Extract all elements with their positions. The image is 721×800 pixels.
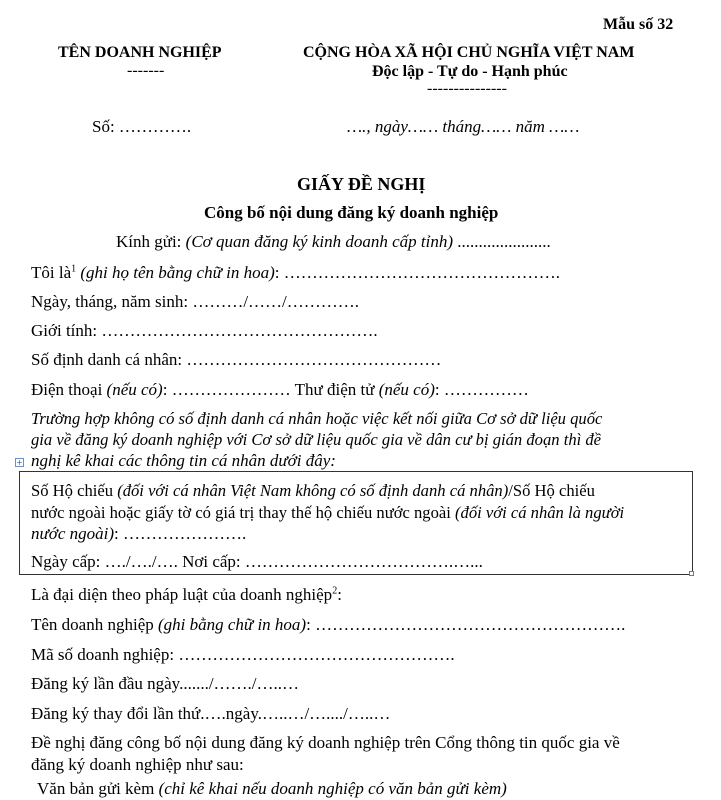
passport-line-2: [31, 503, 624, 523]
attachment-label: Văn bản gửi kèm: [37, 779, 159, 798]
company-name-dots: : ……………………………………………….: [306, 615, 626, 634]
enterprise-code-field: Mã số doanh nghiệp: ………………………………………….: [31, 645, 455, 664]
personal-id-field: Số định danh cá nhân: ………………………………………: [31, 350, 442, 369]
company-name-label: Tên doanh nghiệp: [31, 615, 158, 634]
phone-label: Điện thoại: [31, 380, 107, 399]
request-line-1: Đề nghị đăng công bố nội dung đăng ký doanh nghiệp trên Cổng thông tin quốc gia về: [31, 733, 620, 752]
attachment-line: [37, 779, 507, 799]
phone-hint: (nếu có): [106, 380, 163, 399]
full-name-dots: : ………………………………………….: [274, 263, 560, 282]
representative-colon: :: [337, 585, 342, 604]
gender-field: Giới tính: ………………………………………….: [31, 321, 378, 340]
recipient-line: [116, 232, 551, 252]
full-name-field: [31, 263, 560, 283]
recipient-hint: (Cơ quan đăng ký kinh doanh cấp tỉnh): [185, 232, 454, 251]
contact-field: [31, 380, 529, 400]
passport-hint-vn: (đối với cá nhân Việt Nam không có số định danh cá nhân): [117, 481, 509, 500]
email-hint: (nếu có): [378, 380, 435, 399]
full-name-label: Tôi là: [31, 263, 72, 282]
date-of-birth-field: Ngày, tháng, năm sinh: ………/……/………….: [31, 292, 360, 311]
motto: Độc lập - Tự do - Hạnh phúc: [372, 63, 568, 80]
email-dots: : ……………: [434, 380, 529, 399]
page-subtitle: Công bố nội dung đăng ký doanh nghiệp: [204, 203, 499, 222]
page-title: GIẤY ĐỀ NGHỊ: [297, 174, 426, 194]
first-registration-field: Đăng ký lần đầu ngày......./……./…..…: [31, 674, 300, 693]
request-line-2: đăng ký doanh nghiệp như sau:: [31, 755, 244, 774]
company-name-placeholder: TÊN DOANH NGHIỆP: [58, 44, 222, 61]
passport-line-3: [31, 524, 246, 544]
footnote-1: 1: [71, 263, 77, 275]
motto-divider: ---------------: [427, 80, 507, 97]
passport-label: Số Hộ chiếu: [31, 481, 118, 500]
representative-label: Là đại diện theo pháp luật của doanh nghiệp: [31, 585, 333, 604]
recipient-label: Kính gửi:: [116, 232, 186, 251]
phone-dots: : ………………… Thư điện tử: [162, 380, 379, 399]
foreign-passport-hint-end: nước ngoài): [31, 524, 115, 543]
note-line-1: Trường hợp không có số định danh cá nhân hoặc việc kết nối giữa Cơ sở dữ liệu quốc: [31, 409, 603, 428]
form-code: Mẫu số 32: [603, 16, 674, 33]
foreign-passport-hint: (đối với cá nhân là người: [455, 503, 625, 522]
note-line-2: gia về đăng ký doanh nghiệp với Cơ sở dữ liệu quốc gia về dân cư bị gián đoạn thì đề: [31, 430, 602, 449]
recipient-dots: ......................: [453, 232, 551, 251]
passport-line-1: [31, 481, 595, 501]
footnote-2: 2: [332, 585, 338, 597]
republic-title: CỘNG HÒA XÃ HỘI CHỦ NGHĨA VIỆT NAM: [303, 44, 635, 61]
table-resize-handle[interactable]: [689, 571, 694, 576]
company-divider: -------: [127, 62, 165, 79]
full-name-hint: (ghi họ tên bằng chữ in hoa): [76, 263, 275, 282]
company-name-hint: (ghi bằng chữ in hoa): [158, 615, 307, 634]
foreign-passport-label: nước ngoài hoặc giấy tờ có giá trị thay thế hộ chiếu nước ngoài: [31, 503, 455, 522]
passport-dots: : ………………….: [114, 524, 247, 543]
representative-line: [31, 585, 342, 605]
passport-label-2: /Số Hộ chiếu: [508, 481, 595, 500]
attachment-hint: (chỉ kê khai nếu doanh nghiệp có văn bản gửi kèm): [158, 779, 507, 798]
document-number: Số: ………….: [92, 117, 192, 136]
company-name-field: [31, 615, 625, 635]
change-registration-field: Đăng ký thay đổi lần thứ.….ngày.…..…/…..../…..…: [31, 704, 391, 723]
issue-date-place-field: Ngày cấp: …./…./…. Nơi cấp: ……………………………….…...: [31, 552, 483, 571]
document-date: …., ngày…… tháng…… năm ……: [347, 117, 580, 136]
note-line-3: nghị kê khai các thông tin cá nhân dưới đây:: [31, 451, 336, 470]
table-move-icon[interactable]: +: [16, 458, 23, 467]
